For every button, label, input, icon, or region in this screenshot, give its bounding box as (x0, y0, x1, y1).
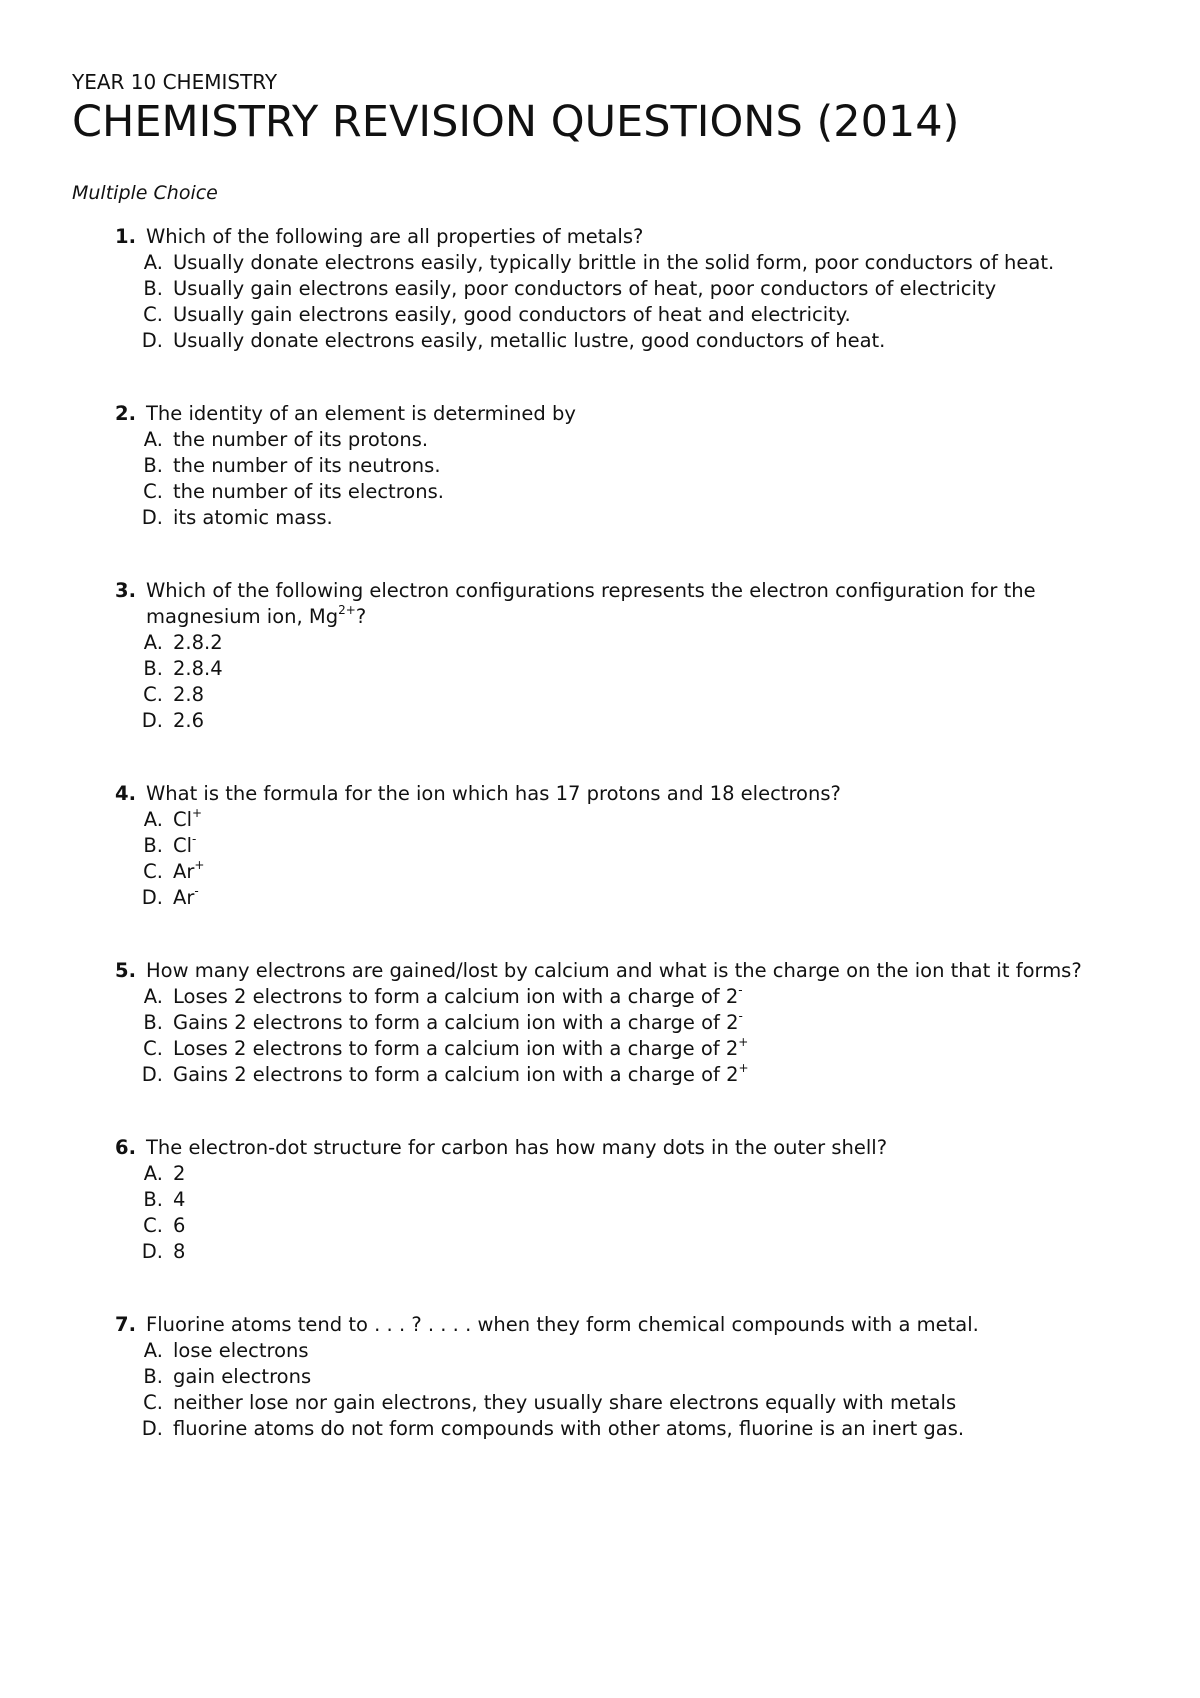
question-list (72, 224, 1132, 1442)
answer-option (72, 1062, 1132, 1088)
answer-option (72, 682, 1132, 708)
option-letter: B. (143, 834, 163, 857)
answer-option (72, 656, 1132, 682)
option-text (173, 276, 1132, 302)
option-text-main: lose electrons (173, 1339, 309, 1362)
answer-option (72, 505, 1132, 531)
option-letter: C. (143, 303, 163, 326)
answer-option (72, 302, 1132, 328)
question-text-main: The identity of an element is determined by (146, 402, 576, 425)
option-superscript: + (192, 805, 203, 820)
option-letter: A. (143, 631, 163, 654)
option-letter: B. (143, 454, 163, 477)
question-number: 4. (115, 782, 136, 805)
option-list (72, 250, 1132, 354)
option-text-main: 4 (173, 1188, 186, 1211)
option-superscript: - (738, 1008, 743, 1023)
option-text-main: Usually donate electrons easily, typically brittle in the solid form, poor conductors of heat. (173, 251, 1055, 274)
answer-option (72, 984, 1132, 1010)
option-text (173, 1213, 1132, 1239)
question-text-main: How many electrons are gained/lost by calcium and what is the charge on the ion that it forms? (146, 959, 1082, 982)
question-1 (72, 224, 1132, 354)
option-text-main: 6 (173, 1214, 186, 1237)
option-text (173, 833, 1132, 859)
answer-option (72, 479, 1132, 505)
option-superscript: + (194, 857, 205, 872)
option-text-main: Gains 2 electrons to form a calcium ion with a charge of 2 (173, 1011, 739, 1034)
option-text-main: the number of its neutrons. (173, 454, 441, 477)
answer-option (72, 630, 1132, 656)
answer-option (72, 1161, 1132, 1187)
option-letter: D. (141, 329, 163, 352)
option-text-main: the number of its protons. (173, 428, 429, 451)
option-letter: C. (143, 480, 163, 503)
option-text (173, 1161, 1132, 1187)
option-letter: C. (143, 1214, 163, 1237)
option-text (173, 1364, 1132, 1390)
option-letter: A. (143, 985, 163, 1008)
answer-option (72, 427, 1132, 453)
question-text (146, 224, 1132, 250)
option-letter: A. (143, 1162, 163, 1185)
question-text-main: The electron-dot structure for carbon has how many dots in the outer shell? (146, 1136, 888, 1159)
question-text-main: Fluorine atoms tend to . . . ? . . . . when they form chemical compounds with a metal. (146, 1313, 979, 1336)
question-number: 3. (115, 579, 136, 602)
question-text-main: Which of the following are all properties of metals? (146, 225, 644, 248)
option-text-main: 2.8 (173, 683, 205, 706)
answer-option (72, 1390, 1132, 1416)
option-text (173, 505, 1132, 531)
option-list (72, 1338, 1132, 1442)
option-text (173, 1390, 1132, 1416)
option-letter: C. (143, 683, 163, 706)
option-letter: D. (141, 1063, 163, 1086)
option-text (173, 479, 1132, 505)
option-text-main: Cl (173, 808, 193, 831)
answer-option (72, 1338, 1132, 1364)
option-text (173, 807, 1132, 833)
question-text (146, 578, 1132, 630)
option-text (173, 859, 1132, 885)
answer-option (72, 708, 1132, 734)
question-2 (72, 401, 1132, 531)
option-letter: A. (143, 428, 163, 451)
option-text (173, 1416, 1132, 1442)
question-text (146, 401, 1132, 427)
question-stem (72, 578, 1132, 630)
document-page (72, 70, 1132, 1489)
question-text-end: ? (355, 605, 367, 628)
option-text-main: Ar (173, 886, 195, 909)
question-5 (72, 958, 1132, 1088)
answer-option (72, 250, 1132, 276)
question-text-main: Which of the following electron configurations represents the electron configuration for the magnesium ion, Mg (146, 579, 1036, 628)
section-heading: Multiple Choice (72, 182, 218, 204)
option-text-main: Loses 2 electrons to form a calcium ion with a charge of 2 (173, 985, 739, 1008)
option-text-main: 8 (173, 1240, 186, 1263)
question-text (146, 958, 1132, 984)
option-text-main: neither lose nor gain electrons, they usually share electrons equally with metals (173, 1391, 957, 1414)
option-text (173, 1062, 1132, 1088)
option-superscript: - (738, 982, 743, 997)
option-superscript: - (192, 831, 197, 846)
option-text (173, 453, 1132, 479)
question-number: 7. (115, 1313, 136, 1336)
option-text-main: 2.8.4 (173, 657, 223, 680)
option-letter: B. (143, 277, 163, 300)
option-text-main: 2.6 (173, 709, 205, 732)
option-text-main: its atomic mass. (173, 506, 333, 529)
question-7 (72, 1312, 1132, 1442)
option-letter: A. (143, 1339, 163, 1362)
question-number: 5. (115, 959, 136, 982)
option-superscript: + (738, 1034, 749, 1049)
question-number: 1. (115, 225, 136, 248)
option-letter: A. (143, 808, 163, 831)
option-letter: D. (141, 1417, 163, 1440)
option-text (173, 984, 1132, 1010)
option-letter: B. (143, 1365, 163, 1388)
option-letter: B. (143, 1011, 163, 1034)
option-text-main: Gains 2 electrons to form a calcium ion with a charge of 2 (173, 1063, 739, 1086)
option-text-main: the number of its electrons. (173, 480, 444, 503)
question-6 (72, 1135, 1132, 1265)
question-number: 2. (115, 402, 136, 425)
subject-heading: YEAR 10 CHEMISTRY (72, 70, 278, 94)
option-text-main: fluorine atoms do not form compounds with other atoms, fluorine is an inert gas. (173, 1417, 965, 1440)
option-text-main: 2 (173, 1162, 186, 1185)
option-letter: C. (143, 1391, 163, 1414)
option-list (72, 807, 1132, 911)
option-list (72, 984, 1132, 1088)
option-text (173, 630, 1132, 656)
option-letter: B. (143, 657, 163, 680)
option-list (72, 630, 1132, 734)
answer-option (72, 833, 1132, 859)
option-text (173, 656, 1132, 682)
option-text-main: Usually gain electrons easily, poor conductors of heat, poor conductors of electricity (173, 277, 997, 300)
question-stem (72, 781, 1132, 807)
question-stem (72, 401, 1132, 427)
option-superscript: - (194, 883, 199, 898)
option-letter: B. (143, 1188, 163, 1211)
answer-option (72, 885, 1132, 911)
question-stem (72, 224, 1132, 250)
option-letter: D. (141, 506, 163, 529)
option-text (173, 302, 1132, 328)
option-text (173, 1239, 1132, 1265)
option-list (72, 427, 1132, 531)
option-text (173, 427, 1132, 453)
answer-option (72, 1239, 1132, 1265)
answer-option (72, 328, 1132, 354)
question-superscript: 2+ (338, 602, 356, 617)
option-text (173, 885, 1132, 911)
option-text (173, 708, 1132, 734)
option-letter: D. (141, 1240, 163, 1263)
question-text-main: What is the formula for the ion which has 17 protons and 18 electrons? (146, 782, 841, 805)
answer-option (72, 1187, 1132, 1213)
option-letter: C. (143, 860, 163, 883)
option-text-main: Cl (173, 834, 193, 857)
option-text-main: Loses 2 electrons to form a calcium ion with a charge of 2 (173, 1037, 739, 1060)
option-text (173, 1010, 1132, 1036)
question-4 (72, 781, 1132, 911)
option-text (173, 1338, 1132, 1364)
option-text-main: Ar (173, 860, 195, 883)
answer-option (72, 276, 1132, 302)
question-text (146, 1312, 1132, 1338)
answer-option (72, 1010, 1132, 1036)
option-superscript: + (738, 1060, 749, 1075)
option-letter: D. (141, 709, 163, 732)
answer-option (72, 1364, 1132, 1390)
option-text (173, 682, 1132, 708)
option-letter: D. (141, 886, 163, 909)
page-title: CHEMISTRY REVISION QUESTIONS (2014) (72, 97, 960, 147)
option-text (173, 250, 1132, 276)
option-text-main: 2.8.2 (173, 631, 223, 654)
answer-option (72, 1416, 1132, 1442)
question-text (146, 1135, 1132, 1161)
option-text (173, 328, 1132, 354)
option-text-main: Usually gain electrons easily, good conductors of heat and electricity. (173, 303, 851, 326)
option-text (173, 1036, 1132, 1062)
question-stem (72, 1135, 1132, 1161)
answer-option (72, 807, 1132, 833)
question-3 (72, 578, 1132, 734)
option-letter: A. (143, 251, 163, 274)
question-number: 6. (115, 1136, 136, 1159)
option-text-main: Usually donate electrons easily, metallic lustre, good conductors of heat. (173, 329, 886, 352)
option-text-main: gain electrons (173, 1365, 312, 1388)
question-stem (72, 1312, 1132, 1338)
option-list (72, 1161, 1132, 1265)
answer-option (72, 1213, 1132, 1239)
answer-option (72, 859, 1132, 885)
answer-option (72, 1036, 1132, 1062)
question-stem (72, 958, 1132, 984)
option-text (173, 1187, 1132, 1213)
answer-option (72, 453, 1132, 479)
option-letter: C. (143, 1037, 163, 1060)
question-text (146, 781, 1132, 807)
